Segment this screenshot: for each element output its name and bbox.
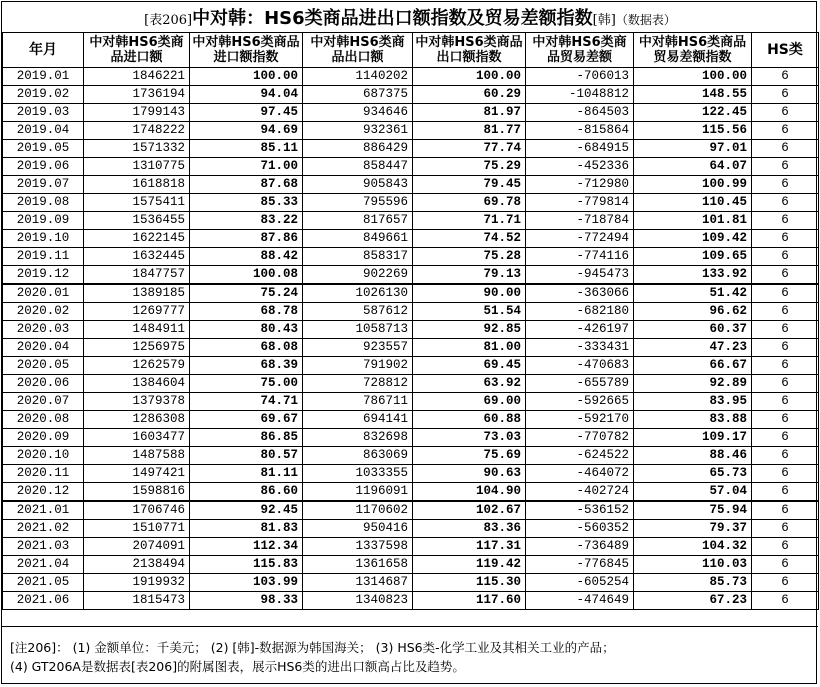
table-cell-balance-index: 110.45	[634, 194, 752, 212]
table-cell-export: 923557	[303, 339, 413, 357]
table-cell-import-index: 75.00	[190, 375, 303, 393]
table-cell-balance-index: 64.07	[634, 158, 752, 176]
table-cell-import: 1269777	[84, 303, 190, 321]
table-cell-export: 1337598	[303, 538, 413, 556]
table-cell-import-index: 68.08	[190, 339, 303, 357]
table-cell-export: 932361	[303, 122, 413, 140]
table-cell-month: 2020.08	[3, 411, 84, 429]
table-cell-export: 863069	[303, 447, 413, 465]
table-cell-export-index: 100.00	[413, 68, 526, 86]
table-cell-hs: 6	[752, 284, 819, 303]
table-cell-export: 786711	[303, 393, 413, 411]
note-line-1: [注206]： (1) 金额单位：千美元； (2) [韩]-数据源为韩国海关； (3) HS6类-化学工业及其相关工业的产品；	[10, 640, 615, 655]
table-cell-hs: 6	[752, 339, 819, 357]
table-cell-export-index: 73.03	[413, 429, 526, 447]
table-cell-balance-index: 96.62	[634, 303, 752, 321]
table-cell-month: 2020.11	[3, 465, 84, 483]
table-cell-balance-index: 109.17	[634, 429, 752, 447]
table-row	[3, 465, 819, 483]
table-cell-balance: -402724	[526, 483, 634, 502]
table-cell-import-index: 94.69	[190, 122, 303, 140]
table-cell-export-index: 77.74	[413, 140, 526, 158]
table-cell-import-index: 74.71	[190, 393, 303, 411]
table-cell-month: 2021.02	[3, 520, 84, 538]
table-body	[3, 68, 819, 610]
table-cell-hs: 6	[752, 140, 819, 158]
table-cell-import: 1484911	[84, 321, 190, 339]
table-cell-month: 2020.09	[3, 429, 84, 447]
table-cell-balance-index: 110.03	[634, 556, 752, 574]
col-header-export-index: 中对韩HS6类商品出口额指数	[413, 33, 526, 68]
table-cell-hs: 6	[752, 176, 819, 194]
table-cell-import: 1736194	[84, 86, 190, 104]
table-cell-import: 1632445	[84, 248, 190, 266]
table-cell-balance-index: 101.81	[634, 212, 752, 230]
table-cell-import: 2138494	[84, 556, 190, 574]
table-cell-balance: -470683	[526, 357, 634, 375]
table-cell-month: 2021.03	[3, 538, 84, 556]
table-cell-export: 934646	[303, 104, 413, 122]
table-cell-month: 2021.04	[3, 556, 84, 574]
table-cell-balance-index: 75.94	[634, 501, 752, 520]
table-row	[3, 538, 819, 556]
table-cell-export: 849661	[303, 230, 413, 248]
table-cell-hs: 6	[752, 86, 819, 104]
table-cell-hs: 6	[752, 483, 819, 502]
table-cell-balance-index: 83.95	[634, 393, 752, 411]
table-cell-month: 2019.03	[3, 104, 84, 122]
table-cell-month: 2020.04	[3, 339, 84, 357]
table-row	[3, 266, 819, 285]
table-cell-hs: 6	[752, 321, 819, 339]
table-cell-balance-index: 100.00	[634, 68, 752, 86]
table-cell-balance-index: 109.65	[634, 248, 752, 266]
col-header-import: 中对韩HS6类商品进口额	[84, 33, 190, 68]
table-cell-balance: -815864	[526, 122, 634, 140]
table-cell-balance: -776845	[526, 556, 634, 574]
table-cell-import: 1262579	[84, 357, 190, 375]
table-row	[3, 556, 819, 574]
table-cell-month: 2019.02	[3, 86, 84, 104]
table-cell-export-index: 92.85	[413, 321, 526, 339]
table-cell-balance: -682180	[526, 303, 634, 321]
table-cell-hs: 6	[752, 411, 819, 429]
table-row	[3, 592, 819, 610]
table-row	[3, 104, 819, 122]
table-row	[3, 248, 819, 266]
table-cell-export: 587612	[303, 303, 413, 321]
table-cell-balance: -592665	[526, 393, 634, 411]
table-cell-import: 1310775	[84, 158, 190, 176]
table-cell-export: 858447	[303, 158, 413, 176]
table-cell-import-index: 80.43	[190, 321, 303, 339]
table-row	[3, 447, 819, 465]
table-cell-balance: -945473	[526, 266, 634, 285]
table-cell-balance: -592170	[526, 411, 634, 429]
table-cell-month: 2019.07	[3, 176, 84, 194]
table-cell-balance-index: 109.42	[634, 230, 752, 248]
table-cell-hs: 6	[752, 556, 819, 574]
table-cell-balance: -452336	[526, 158, 634, 176]
table-cell-month: 2019.01	[3, 68, 84, 86]
table-cell-month: 2020.07	[3, 393, 84, 411]
table-cell-balance-index: 100.99	[634, 176, 752, 194]
table-cell-balance: -736489	[526, 538, 634, 556]
table-cell-balance: -684915	[526, 140, 634, 158]
table-cell-month: 2020.06	[3, 375, 84, 393]
table-cell-import-index: 68.78	[190, 303, 303, 321]
table-row	[3, 176, 819, 194]
table-cell-balance: -605254	[526, 574, 634, 592]
table-cell-export: 902269	[303, 266, 413, 285]
table-cell-export-index: 75.29	[413, 158, 526, 176]
table-cell-balance-index: 85.73	[634, 574, 752, 592]
table-cell-export: 1026130	[303, 284, 413, 303]
table-cell-export-index: 60.88	[413, 411, 526, 429]
table-cell-balance-index: 66.67	[634, 357, 752, 375]
table-cell-month: 2019.08	[3, 194, 84, 212]
table-cell-export-index: 81.77	[413, 122, 526, 140]
table-row	[3, 86, 819, 104]
table-cell-balance-index: 79.37	[634, 520, 752, 538]
table-cell-export-index: 90.00	[413, 284, 526, 303]
table-row	[3, 393, 819, 411]
table-cell-hs: 6	[752, 68, 819, 86]
table-cell-export-index: 102.67	[413, 501, 526, 520]
table-cell-balance: -706013	[526, 68, 634, 86]
table-cell-export: 858317	[303, 248, 413, 266]
table-cell-month: 2020.12	[3, 483, 84, 502]
title-paren: （数据表）	[615, 13, 676, 27]
table-cell-export: 1033355	[303, 465, 413, 483]
table-cell-import-index: 112.34	[190, 538, 303, 556]
table-cell-export: 795596	[303, 194, 413, 212]
table-cell-export-index: 115.30	[413, 574, 526, 592]
table-cell-month: 2021.05	[3, 574, 84, 592]
table-cell-balance-index: 122.45	[634, 104, 752, 122]
col-header-balance: 中对韩HS6类商品贸易差额	[526, 33, 634, 68]
table-cell-balance-index: 47.23	[634, 339, 752, 357]
title-suffix: [韩]	[592, 13, 616, 28]
table-cell-import: 1799143	[84, 104, 190, 122]
table-cell-import-index: 92.45	[190, 501, 303, 520]
table-cell-hs: 6	[752, 538, 819, 556]
table-cell-export: 728812	[303, 375, 413, 393]
table-cell-import-index: 100.00	[190, 68, 303, 86]
table-row	[3, 520, 819, 538]
table-cell-hs: 6	[752, 592, 819, 610]
table-cell-export: 1140202	[303, 68, 413, 86]
notes	[10, 638, 810, 676]
table-row	[3, 483, 819, 502]
title-tag: [表206]	[144, 13, 193, 28]
table-cell-import-index: 94.04	[190, 86, 303, 104]
table-cell-balance: -426197	[526, 321, 634, 339]
table-cell-import-index: 86.60	[190, 483, 303, 502]
table-cell-month: 2020.10	[3, 447, 84, 465]
table-cell-import-index: 103.99	[190, 574, 303, 592]
table-cell-export-index: 117.60	[413, 592, 526, 610]
table-cell-hs: 6	[752, 429, 819, 447]
table-cell-import: 1379378	[84, 393, 190, 411]
data-table	[2, 32, 819, 610]
table-cell-export: 832698	[303, 429, 413, 447]
table-cell-import-index: 75.24	[190, 284, 303, 303]
table-cell-export-index: 104.90	[413, 483, 526, 502]
table-cell-balance-index: 60.37	[634, 321, 752, 339]
table-cell-export: 950416	[303, 520, 413, 538]
table-cell-balance-index: 104.32	[634, 538, 752, 556]
table-cell-month: 2019.12	[3, 266, 84, 285]
table-cell-balance-index: 51.42	[634, 284, 752, 303]
table-cell-hs: 6	[752, 357, 819, 375]
table-cell-import: 2074091	[84, 538, 190, 556]
table-cell-hs: 6	[752, 122, 819, 140]
table-cell-hs: 6	[752, 520, 819, 538]
table-cell-import-index: 69.67	[190, 411, 303, 429]
table-cell-balance-index: 83.88	[634, 411, 752, 429]
table-cell-balance: -772494	[526, 230, 634, 248]
table-cell-balance: -333431	[526, 339, 634, 357]
table-cell-import: 1571332	[84, 140, 190, 158]
table-cell-import: 1256975	[84, 339, 190, 357]
table-cell-import: 1598816	[84, 483, 190, 502]
table-cell-import: 1919932	[84, 574, 190, 592]
table-cell-export: 886429	[303, 140, 413, 158]
table-cell-balance: -718784	[526, 212, 634, 230]
table-cell-month: 2019.06	[3, 158, 84, 176]
table-cell-export-index: 51.54	[413, 303, 526, 321]
table-cell-import-index: 71.00	[190, 158, 303, 176]
col-header-export: 中对韩HS6类商品出口额	[303, 33, 413, 68]
table-row	[3, 429, 819, 447]
table-cell-balance-index: 97.01	[634, 140, 752, 158]
table-cell-import: 1497421	[84, 465, 190, 483]
table-cell-hs: 6	[752, 574, 819, 592]
table-cell-import-index: 85.11	[190, 140, 303, 158]
table-cell-export-index: 81.00	[413, 339, 526, 357]
table-cell-import-index: 115.83	[190, 556, 303, 574]
table-cell-month: 2019.10	[3, 230, 84, 248]
table-cell-export: 905843	[303, 176, 413, 194]
table-cell-month: 2019.09	[3, 212, 84, 230]
table-cell-hs: 6	[752, 158, 819, 176]
table-cell-import-index: 98.33	[190, 592, 303, 610]
table-cell-balance-index: 88.46	[634, 447, 752, 465]
table-row	[3, 411, 819, 429]
table-cell-balance: -474649	[526, 592, 634, 610]
title-main: 中对韩：HS6类商品进出口额指数及贸易差额指数	[192, 8, 593, 29]
table-row	[3, 357, 819, 375]
table-row	[3, 194, 819, 212]
table-row	[3, 321, 819, 339]
col-header-balance-index: 中对韩HS6类商品贸易差额指数	[634, 33, 752, 68]
table-cell-export: 1170602	[303, 501, 413, 520]
table-row	[3, 158, 819, 176]
table-cell-hs: 6	[752, 501, 819, 520]
table-cell-month: 2020.05	[3, 357, 84, 375]
table-cell-balance-index: 133.92	[634, 266, 752, 285]
table-cell-import: 1389185	[84, 284, 190, 303]
table-cell-balance: -655789	[526, 375, 634, 393]
table-cell-balance: -624522	[526, 447, 634, 465]
table-cell-balance-index: 65.73	[634, 465, 752, 483]
table-cell-balance: -464072	[526, 465, 634, 483]
table-cell-month: 2020.01	[3, 284, 84, 303]
table-cell-export: 1058713	[303, 321, 413, 339]
table-row	[3, 212, 819, 230]
table-cell-export-index: 79.13	[413, 266, 526, 285]
table-row	[3, 501, 819, 520]
table-row	[3, 574, 819, 592]
table-cell-import-index: 80.57	[190, 447, 303, 465]
table-cell-import: 1622145	[84, 230, 190, 248]
table-cell-import: 1286308	[84, 411, 190, 429]
table-cell-balance: -770782	[526, 429, 634, 447]
table-cell-export: 1361658	[303, 556, 413, 574]
table-cell-hs: 6	[752, 194, 819, 212]
table-cell-import: 1575411	[84, 194, 190, 212]
table-cell-hs: 6	[752, 375, 819, 393]
table-cell-hs: 6	[752, 303, 819, 321]
table-cell-export-index: 69.45	[413, 357, 526, 375]
table-cell-import-index: 85.33	[190, 194, 303, 212]
col-header-import-index: 中对韩HS6类商品进口额指数	[190, 33, 303, 68]
table-cell-balance: -712980	[526, 176, 634, 194]
table-cell-month: 2021.06	[3, 592, 84, 610]
table-cell-import: 1536455	[84, 212, 190, 230]
table-cell-export-index: 63.92	[413, 375, 526, 393]
table-cell-export-index: 69.00	[413, 393, 526, 411]
table-cell-balance-index: 92.89	[634, 375, 752, 393]
table-cell-import-index: 81.11	[190, 465, 303, 483]
table-cell-hs: 6	[752, 447, 819, 465]
table-cell-import-index: 88.42	[190, 248, 303, 266]
table-cell-export-index: 117.31	[413, 538, 526, 556]
table-cell-import-index: 87.68	[190, 176, 303, 194]
table-cell-hs: 6	[752, 212, 819, 230]
table-cell-balance: -560352	[526, 520, 634, 538]
table-cell-export-index: 81.97	[413, 104, 526, 122]
table-row	[3, 284, 819, 303]
table-cell-hs: 6	[752, 393, 819, 411]
table-cell-import-index: 81.83	[190, 520, 303, 538]
table-cell-import-index: 100.08	[190, 266, 303, 285]
table-row	[3, 339, 819, 357]
table-cell-import-index: 83.22	[190, 212, 303, 230]
table-cell-export-index: 74.52	[413, 230, 526, 248]
table-row	[3, 68, 819, 86]
table-cell-balance-index: 57.04	[634, 483, 752, 502]
table-row	[3, 375, 819, 393]
table-cell-export-index: 79.45	[413, 176, 526, 194]
table-row	[3, 122, 819, 140]
table-cell-balance: -779814	[526, 194, 634, 212]
table-cell-import: 1748222	[84, 122, 190, 140]
table-cell-import: 1846221	[84, 68, 190, 86]
table-cell-export-index: 69.78	[413, 194, 526, 212]
table-cell-import: 1487588	[84, 447, 190, 465]
table-cell-export-index: 71.71	[413, 212, 526, 230]
table-cell-export-index: 60.29	[413, 86, 526, 104]
table-cell-import: 1510771	[84, 520, 190, 538]
table-cell-export-index: 119.42	[413, 556, 526, 574]
table-cell-export-index: 75.69	[413, 447, 526, 465]
table-cell-export: 817657	[303, 212, 413, 230]
table-cell-import: 1384604	[84, 375, 190, 393]
table-cell-import-index: 97.45	[190, 104, 303, 122]
table-row	[3, 140, 819, 158]
table-cell-month: 2019.04	[3, 122, 84, 140]
table-cell-export: 791902	[303, 357, 413, 375]
table-cell-export: 1340823	[303, 592, 413, 610]
table-cell-balance: -1048812	[526, 86, 634, 104]
report-frame	[1, 1, 817, 684]
notes-divider	[2, 626, 818, 627]
table-cell-month: 2019.05	[3, 140, 84, 158]
table-cell-export: 1314687	[303, 574, 413, 592]
table-cell-export-index: 83.36	[413, 520, 526, 538]
table-cell-balance-index: 148.55	[634, 86, 752, 104]
table-cell-balance: -363066	[526, 284, 634, 303]
table-cell-hs: 6	[752, 230, 819, 248]
col-header-hs: HS类	[752, 33, 819, 68]
table-row	[3, 230, 819, 248]
table-cell-import: 1815473	[84, 592, 190, 610]
table-cell-balance: -864503	[526, 104, 634, 122]
table-cell-export: 687375	[303, 86, 413, 104]
table-cell-import: 1706746	[84, 501, 190, 520]
table-cell-export: 694141	[303, 411, 413, 429]
table-cell-import: 1603477	[84, 429, 190, 447]
note-line-2: (4) GT206A是数据表[表206]的附属图表，展示HS6类的进出口额高占比及趋势。	[10, 659, 465, 674]
table-row	[3, 303, 819, 321]
table-cell-import: 1618818	[84, 176, 190, 194]
table-cell-month: 2019.11	[3, 248, 84, 266]
table-cell-hs: 6	[752, 266, 819, 285]
table-cell-import: 1847757	[84, 266, 190, 285]
table-cell-export: 1196091	[303, 483, 413, 502]
table-cell-month: 2020.02	[3, 303, 84, 321]
table-cell-hs: 6	[752, 465, 819, 483]
table-cell-import-index: 68.39	[190, 357, 303, 375]
table-cell-import-index: 86.85	[190, 429, 303, 447]
table-cell-export-index: 75.28	[413, 248, 526, 266]
report-title	[2, 6, 818, 32]
table-cell-balance: -774116	[526, 248, 634, 266]
header-row	[3, 33, 819, 68]
table-cell-month: 2021.01	[3, 501, 84, 520]
table-cell-import-index: 87.86	[190, 230, 303, 248]
table-cell-balance-index: 115.56	[634, 122, 752, 140]
table-cell-balance: -536152	[526, 501, 634, 520]
col-header-month: 年月	[3, 33, 84, 68]
table-cell-hs: 6	[752, 104, 819, 122]
table-cell-export-index: 90.63	[413, 465, 526, 483]
table-cell-hs: 6	[752, 248, 819, 266]
table-cell-balance-index: 67.23	[634, 592, 752, 610]
table-cell-month: 2020.03	[3, 321, 84, 339]
